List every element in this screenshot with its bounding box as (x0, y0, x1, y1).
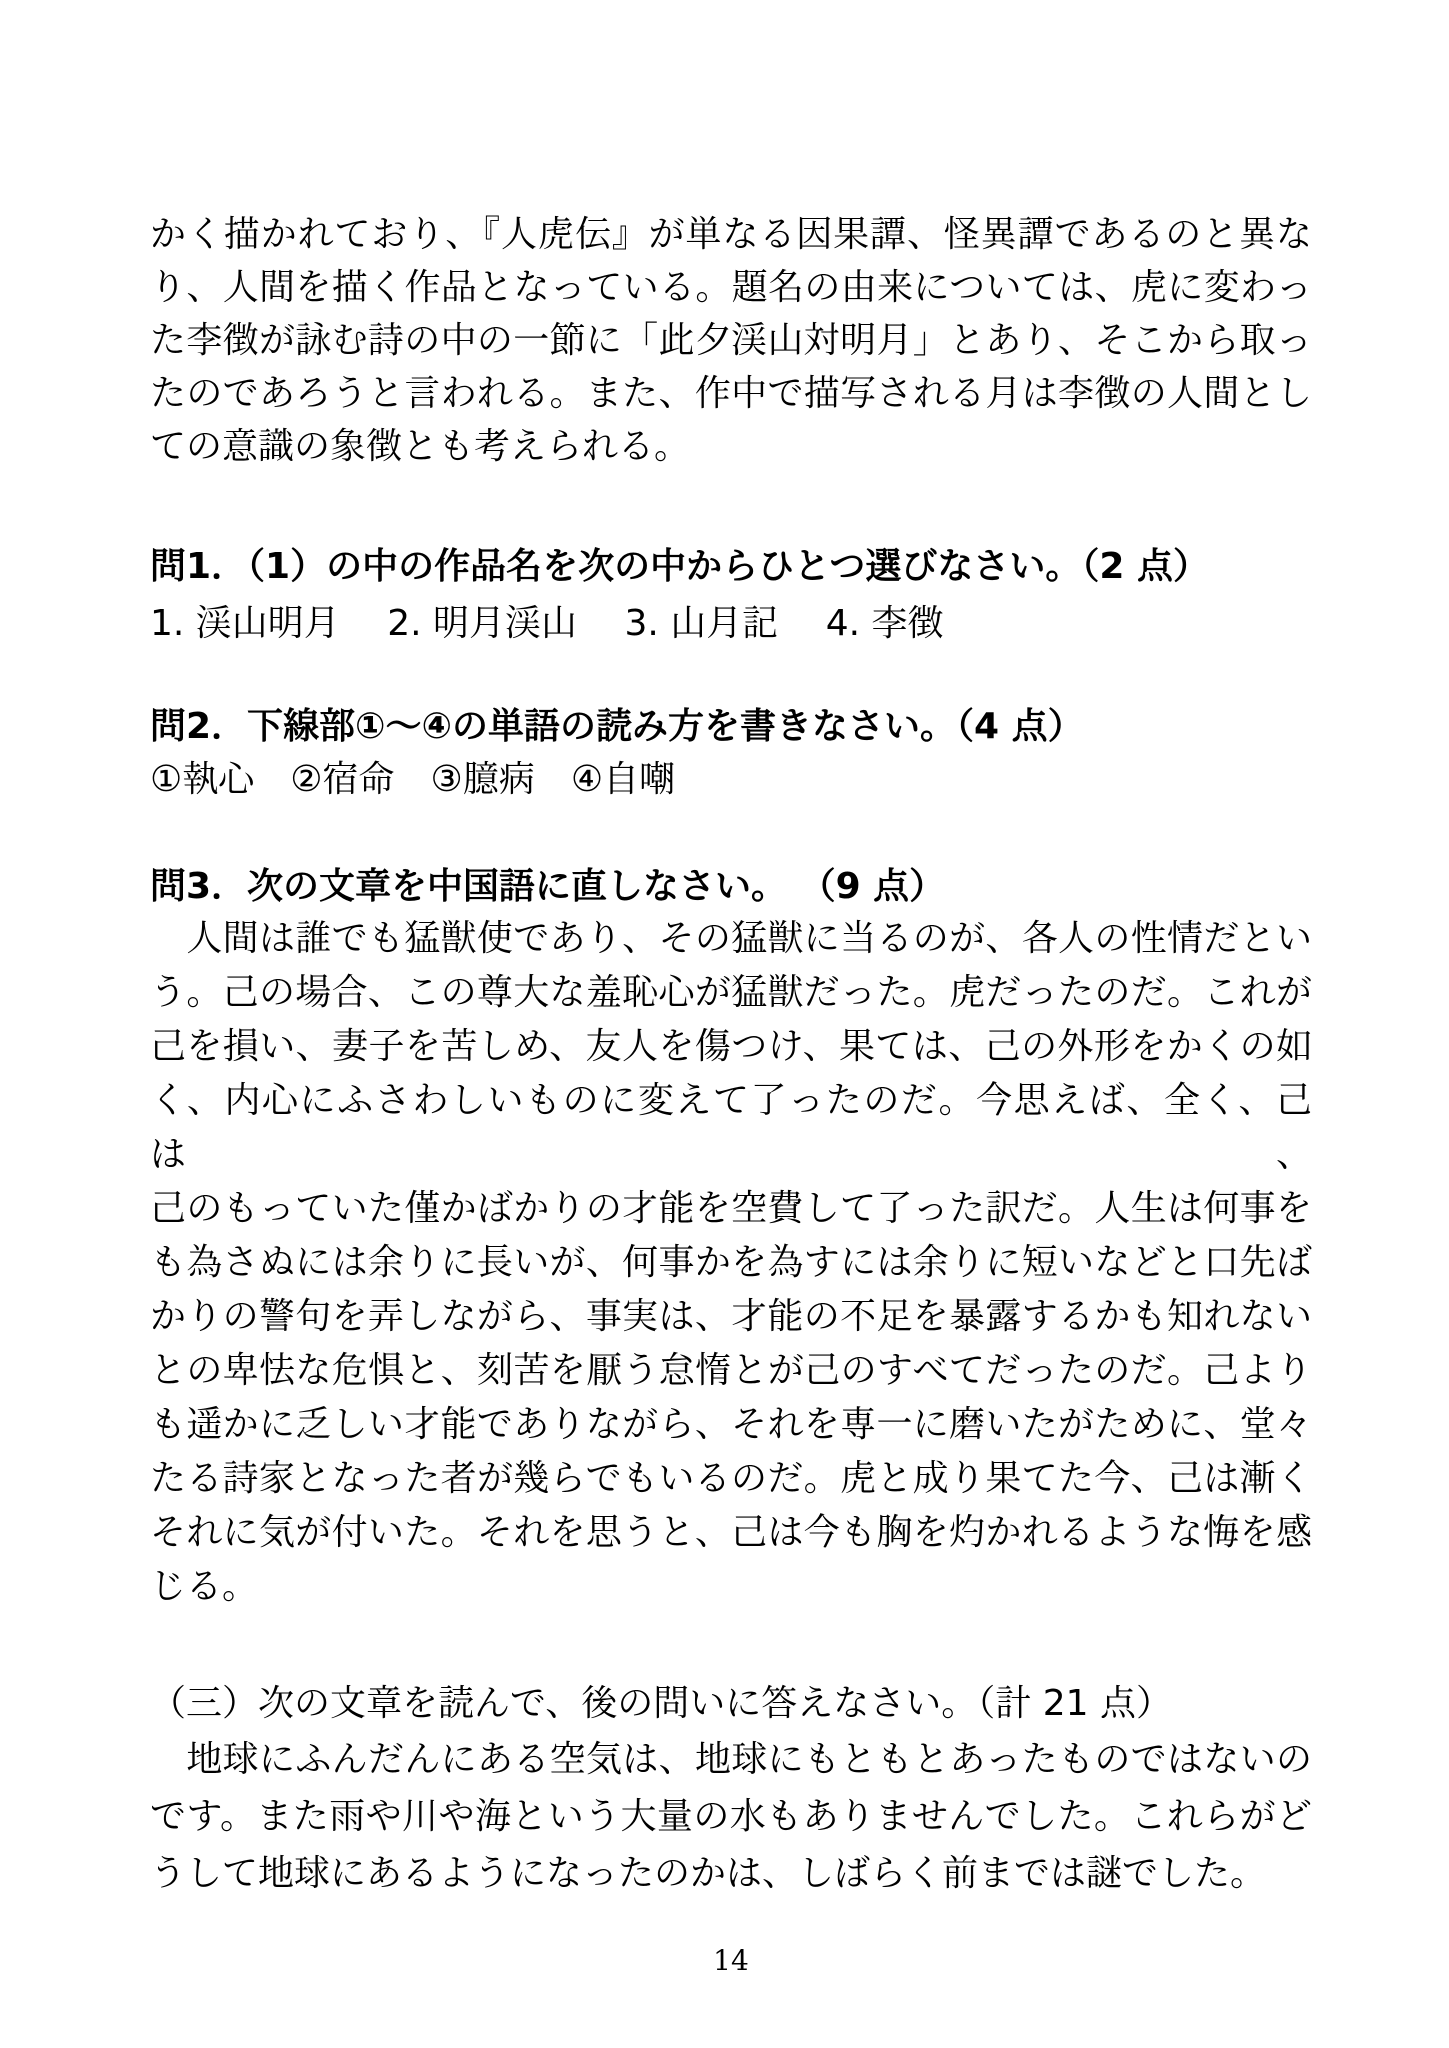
section3-heading: （三）次の文章を読んで、後の問いに答えなさい。（計 21 点） (150, 1683, 1172, 1724)
text-line: それに気が付いた。それを思うと、己は今も胸を灼かれるような悔を感 (150, 1512, 1312, 1553)
text-line: も為さぬには余りに長いが、何事かを為すには余りに短いなどと口先ば (150, 1242, 1312, 1283)
text-line: たる詩家となった者が幾らでもいるのだ。虎と成り果てた今、己は漸く (150, 1458, 1312, 1499)
text-line: 己のもっていた僅かばかりの才能を空費して了った訳だ。人生は何事を (150, 1188, 1312, 1229)
text-line: く、内心にふさわしいものに変えて了ったのだ。今思えば、全く、己は、 (150, 1080, 1312, 1175)
question3-heading: 問3．次の文章を中国語に直しなさい。 （9 点） (150, 866, 946, 907)
text-line: かく描かれており、『人虎伝』が単なる因果譚、怪異譚であるのと異な (150, 214, 1312, 255)
text-line: ての意識の象徴とも考えられる。 (150, 426, 691, 467)
question3-passage (150, 912, 1312, 1614)
question2-items: ①執心 ②宿命 ③臆病 ④自嘲 (150, 759, 676, 800)
section3-passage (150, 1731, 1312, 1902)
text-line: との卑怯な危惧と、刻苦を厭う怠惰とが己のすべてだったのだ。己より (150, 1350, 1312, 1391)
question1-options: 1. 渓山明月 2. 明月渓山 3. 山月記 4. 李徴 (150, 603, 944, 644)
page-number: 14 (713, 1944, 749, 1977)
question2-heading: 問2．下線部①～④の単語の読み方を書きなさい。（4 点） (150, 706, 1084, 747)
text-line: うして地球にあるようになったのかは、しばらく前までは謎でした。 (150, 1853, 1267, 1894)
text-line: 人間は誰でも猛獣使であり、その猛獣に当るのが、各人の性情だとい (150, 918, 1312, 959)
text-line: たのであろうと言われる。また、作中で描写される月は李徴の人間とし (150, 373, 1312, 414)
text-line: り、人間を描く作品となっている。題名の由来については、虎に変わっ (150, 267, 1312, 308)
intro-paragraph (150, 208, 1312, 473)
text-line: う。己の場合、この尊大な羞恥心が猛獣だった。虎だったのだ。これが (150, 972, 1312, 1013)
text-line: じる。 (150, 1566, 259, 1607)
text-line: た李徴が詠む詩の中の一節に「此夕渓山対明月」とあり、そこから取っ (150, 320, 1312, 361)
text-line: 己を損い、妻子を苦しめ、友人を傷つけ、果ては、己の外形をかくの如 (150, 1026, 1312, 1067)
text-column (150, 0, 1312, 1978)
text-line: です。また雨や川や海という大量の水もありませんでした。これらがど (150, 1796, 1312, 1837)
text-line: 地球にふんだんにある空気は、地球にもともとあったものではないの (150, 1739, 1312, 1780)
question1-heading: 問1．（1）の中の作品名を次の中からひとつ選びなさい。（2 点） (150, 546, 1209, 587)
text-line: かりの警句を弄しながら、事実は、才能の不足を暴露するかも知れない (150, 1296, 1312, 1337)
text-line: も遥かに乏しい才能でありながら、それを専一に磨いたがために、堂々 (150, 1404, 1312, 1445)
